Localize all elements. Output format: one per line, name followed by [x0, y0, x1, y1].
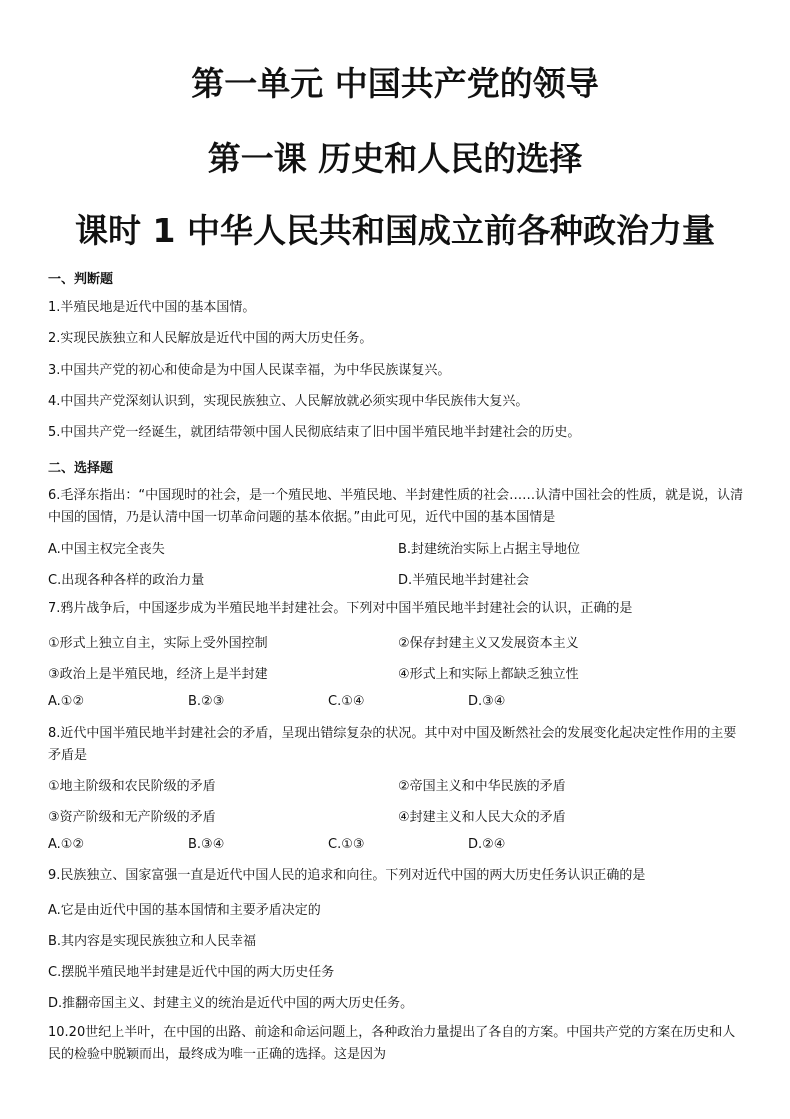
q9-stem: 9.民族独立、国家富强一直是近代中国人民的追求和向往。下列对近代中国的两大历史任务认识正确的是 — [48, 868, 646, 883]
q6-option-d: D.半殖民地半封建社会 — [398, 573, 530, 588]
q8-stem: 8.近代中国半殖民地半封建社会的矛盾，呈现出错综复杂的状况。其中对中国及断然社会的发展变化起决定性作用的主要矛盾是 — [48, 726, 737, 763]
q9-option-c: C.摆脱半殖民地半封建是近代中国的两大历史任务 — [48, 965, 335, 980]
unit-title: 第一单元 中国共产党的领导 — [191, 64, 599, 103]
q9-option-b: B.其内容是实现民族独立和人民幸福 — [48, 934, 257, 949]
q8-option-b: B.③④ — [188, 837, 225, 852]
judge-item-3: 3.中国共产党的初心和使命是为中国人民谋幸福，为中华民族谋复兴。 — [48, 363, 451, 378]
q8-statement-4: ④封建主义和人民大众的矛盾 — [398, 810, 566, 825]
q6-stem: 6.毛泽东指出：“中国现时的社会，是一个殖民地、半殖民地、半封建性质的社会……认清中国社会的性质，就是说，认清中国的国情，乃是认清中国一切革命问题的基本依据。”由此可见，近代中国的基本国情是 — [48, 488, 744, 525]
judge-item-4: 4.中国共产党深刻认识到，实现民族独立、人民解放就必须实现中华民族伟大复兴。 — [48, 394, 529, 409]
q8-option-d: D.②④ — [468, 837, 506, 852]
q7-statement-2: ②保存封建主义又发展资本主义 — [398, 636, 579, 651]
q7-stem: 7.鸦片战争后，中国逐步成为半殖民地半封建社会。下列对中国半殖民地半封建社会的认识，正确的是 — [48, 601, 633, 616]
q7-statement-3: ③政治上是半殖民地，经济上是半封建 — [48, 667, 268, 682]
q7-option-b: B.②③ — [188, 694, 225, 709]
q8-statement-3: ③资产阶级和无产阶级的矛盾 — [48, 810, 216, 825]
q8-statement-2: ②帝国主义和中华民族的矛盾 — [398, 779, 566, 794]
period-title: 课时 1 中华人民共和国成立前各种政治力量 — [75, 211, 715, 250]
q8-option-c: C.①③ — [328, 837, 365, 852]
q8-statement-1: ①地主阶级和农民阶级的矛盾 — [48, 779, 216, 794]
q6-option-a: A.中国主权完全丧失 — [48, 542, 165, 557]
q9-option-d: D.推翻帝国主义、封建主义的统治是近代中国的两大历史任务。 — [48, 996, 414, 1011]
q10-stem: 10.20世纪上半叶，在中国的出路、前途和命运问题上，各种政治力量提出了各自的方案。中国共产党的方案在历史和人民的检验中脱颖而出，最终成为唯一正确的选择。这是因为 — [48, 1025, 736, 1062]
q7-statement-4: ④形式上和实际上都缺乏独立性 — [398, 667, 579, 682]
section-judge-heading: 一、判断题 — [48, 272, 114, 287]
judge-item-2: 2.实现民族独立和人民解放是近代中国的两大历史任务。 — [48, 331, 373, 346]
judge-item-1: 1.半殖民地是近代中国的基本国情。 — [48, 300, 256, 315]
judge-item-5: 5.中国共产党一经诞生，就团结带领中国人民彻底结束了旧中国半殖民地半封建社会的历史。 — [48, 425, 581, 440]
q7-statement-1: ①形式上独立自主，实际上受外国控制 — [48, 636, 268, 651]
q7-option-d: D.③④ — [468, 694, 506, 709]
section-choice-heading: 二、选择题 — [48, 461, 114, 476]
q9-option-a: A.它是由近代中国的基本国情和主要矛盾决定的 — [48, 903, 321, 918]
q7-option-c: C.①④ — [328, 694, 365, 709]
q7-option-a: A.①② — [48, 694, 85, 709]
lesson-title: 第一课 历史和人民的选择 — [207, 139, 583, 178]
q8-option-a: A.①② — [48, 837, 85, 852]
q6-option-b: B.封建统治实际上占据主导地位 — [398, 542, 581, 557]
q6-option-c: C.出现各种各样的政治力量 — [48, 573, 205, 588]
